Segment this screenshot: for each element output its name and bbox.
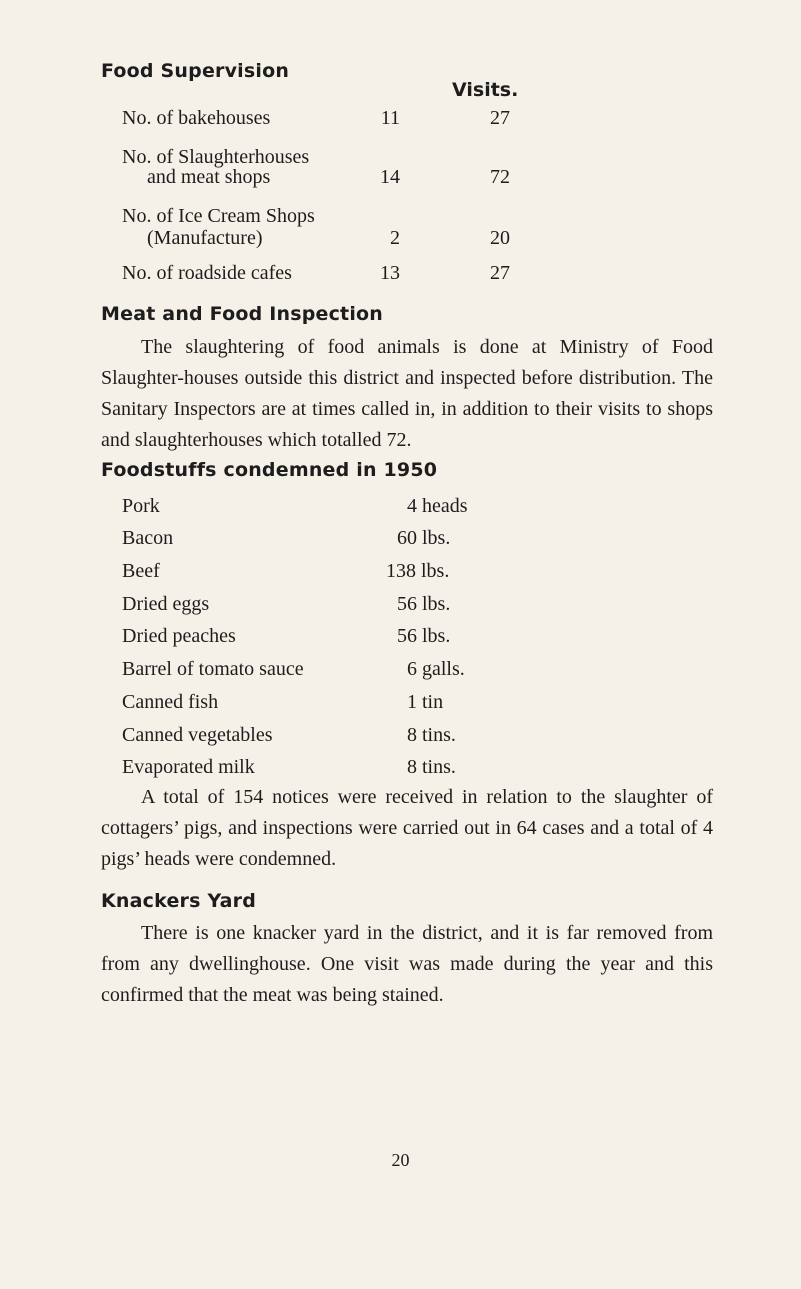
row-count: 11 [380, 107, 400, 129]
row-count: 14 [380, 166, 400, 188]
row-label: No. of Ice Cream Shops [122, 205, 315, 227]
item-name: Canned vegetables [122, 724, 273, 746]
item-quantity: 6 galls. [407, 658, 465, 680]
row-count: 13 [380, 262, 400, 284]
row-label: No. of Slaughterhouses [122, 146, 310, 168]
item-name: Pork [122, 495, 160, 517]
item-quantity: 56 lbs. [397, 593, 451, 615]
item-name: Dried eggs [122, 593, 210, 615]
foodstuffs-heading: Foodstuffs condemned in 1950 [101, 459, 438, 481]
item-quantity: 56 lbs. [397, 625, 451, 647]
knackers-yard-heading: Knackers Yard [101, 890, 257, 912]
item-name: Dried peaches [122, 625, 236, 647]
row-visits: 27 [490, 107, 510, 129]
item-quantity: 138 lbs. [386, 560, 450, 582]
row-label-continuation: (Manufacture) [147, 227, 263, 249]
row-label: No. of roadside cafes [122, 262, 292, 284]
row-visits: 27 [490, 262, 510, 284]
food-supervision-heading: Food Supervision [101, 60, 290, 82]
item-quantity: 60 lbs. [397, 527, 451, 549]
row-label-continuation: and meat shops [147, 166, 271, 188]
item-name: Canned fish [122, 691, 219, 713]
row-visits: 72 [490, 166, 510, 188]
meat-inspection-heading: Meat and Food Inspection [101, 303, 384, 325]
row-visits: 20 [490, 227, 510, 249]
item-quantity: 8 tins. [407, 724, 456, 746]
item-name: Beef [122, 560, 160, 582]
item-quantity: 8 tins. [407, 756, 456, 778]
visits-column-header: Visits. [452, 79, 519, 101]
page-number: 20 [391, 1150, 410, 1170]
item-name: Bacon [122, 527, 174, 549]
knackers-yard-paragraph: There is one knacker yard in the district, and it is far removed from from any dwellinghouse. One visit was made during the year and this confirmed that the meat was being stained. [101, 922, 713, 1006]
meat-inspection-paragraph: The slaughtering of food animals is done at Ministry of Food Slaughter-houses outside this district and inspected before distribution. The Sanitary Inspectors are at times called in, in addition to their visits to shops and slaughterhouses which totalled 72. [101, 336, 713, 451]
item-quantity: 4 heads [407, 495, 468, 517]
item-quantity: 1 tin [407, 691, 444, 713]
pig-notices-paragraph: A total of 154 notices were received in relation to the slaughter of cottagers’ pigs, and inspections were carried out in 64 cases and a total of 4 pigs’ heads were condemned. [101, 786, 713, 870]
row-label: No. of bakehouses [122, 107, 271, 129]
item-name: Barrel of tomato sauce [122, 658, 304, 680]
row-count: 2 [390, 227, 400, 249]
item-name: Evaporated milk [122, 756, 255, 778]
